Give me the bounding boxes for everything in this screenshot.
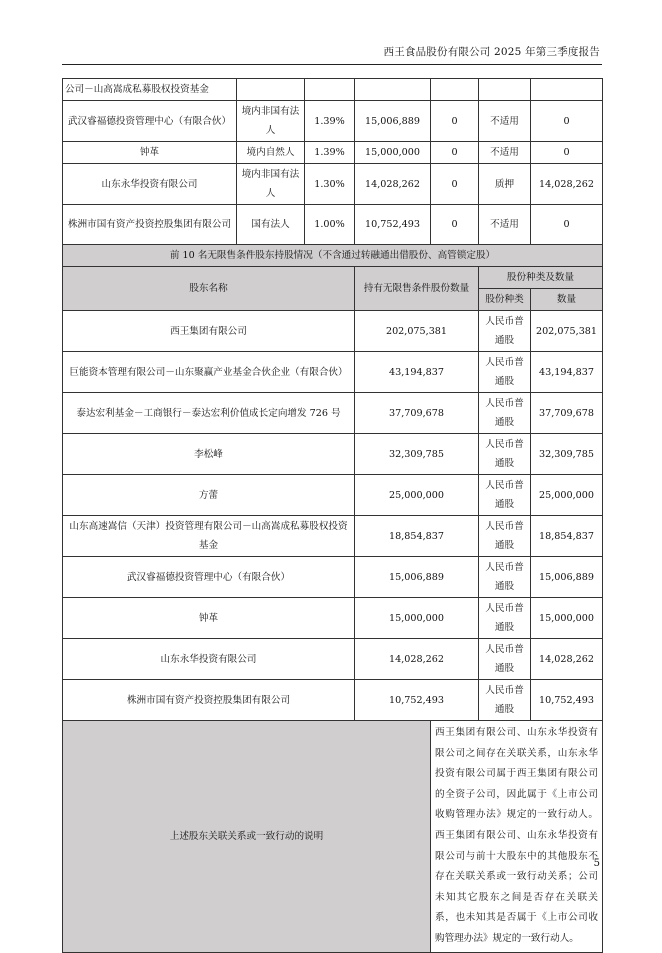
section-title: 前 10 名无限售条件股东持股情况（不含通过转融通出借股份、高管锁定股） <box>63 245 603 267</box>
pledge-qty: 0 <box>531 101 603 142</box>
unrestricted-row <box>63 557 603 598</box>
relation-row <box>63 721 603 953</box>
top10-row <box>63 164 603 205</box>
holder-shares: 14,028,262 <box>355 164 431 205</box>
holder-name: 李松峰 <box>63 434 355 475</box>
share-count: 202,075,381 <box>531 311 603 352</box>
pledge-status: 不适用 <box>479 205 531 245</box>
holder-name: 株洲市国有资产投资控股集团有限公司 <box>63 205 237 245</box>
relation-label: 上述股东关联关系或一致行动的说明 <box>63 721 431 953</box>
holder-restricted: 0 <box>431 164 479 205</box>
share-type: 人民币普通股 <box>479 639 531 680</box>
share-count: 15,000,000 <box>531 598 603 639</box>
share-type: 人民币普通股 <box>479 680 531 721</box>
holder-name: 武汉睿福德投资管理中心（有限合伙） <box>63 101 237 142</box>
section-title-row <box>63 245 603 267</box>
top10-row <box>63 79 603 101</box>
top10-row <box>63 142 603 164</box>
holder-qty: 15,000,000 <box>355 598 479 639</box>
holder-ratio: 1.30% <box>305 164 355 205</box>
share-count: 25,000,000 <box>531 475 603 516</box>
shareholder-table <box>62 78 603 953</box>
col-header-name: 股东名称 <box>63 267 355 311</box>
holder-restricted: 0 <box>431 101 479 142</box>
holder-restricted: 0 <box>431 142 479 164</box>
unrestricted-row <box>63 639 603 680</box>
holder-ratio: 1.39% <box>305 142 355 164</box>
relation-text: 西王集团有限公司、山东永华投资有限公司之间存在关联关系，山东永华投资有限公司属于西王集团有限公司的全资子公司，因此属于《上市公司收购管理办法》规定的一致行动人。西王集团有限公司、山东永华投资有限公司与前十大股东中的其他股东不存在关联关系或一致行动关系；公司未知其它股东之间是否存在关联关系，也未知其是否属于《上市公司收购管理办法》规定的一致行动人。 <box>431 721 603 953</box>
share-type: 人民币普通股 <box>479 598 531 639</box>
col-header-type: 股份种类 <box>479 289 531 311</box>
holder-nature: 国有法人 <box>237 205 305 245</box>
holder-qty: 202,075,381 <box>355 311 479 352</box>
holder-name: 山东永华投资有限公司 <box>63 639 355 680</box>
share-type: 人民币普通股 <box>479 393 531 434</box>
share-count: 32,309,785 <box>531 434 603 475</box>
holder-shares: 15,000,000 <box>355 142 431 164</box>
holder-ratio: 1.00% <box>305 205 355 245</box>
page-header: 西王食品股份有限公司 2025 年第三季度报告 <box>383 46 600 58</box>
share-type: 人民币普通股 <box>479 557 531 598</box>
unrestricted-row <box>63 598 603 639</box>
share-count: 10,752,493 <box>531 680 603 721</box>
unrestricted-row <box>63 516 603 557</box>
unrestricted-row <box>63 680 603 721</box>
share-type: 人民币普通股 <box>479 311 531 352</box>
holder-ratio: 1.39% <box>305 101 355 142</box>
holder-shares: 10,752,493 <box>355 205 431 245</box>
share-count: 18,854,837 <box>531 516 603 557</box>
holder-name: 方蕾 <box>63 475 355 516</box>
page-number: 5 <box>593 858 600 869</box>
header-rule <box>62 64 602 65</box>
holder-qty: 10,752,493 <box>355 680 479 721</box>
share-type: 人民币普通股 <box>479 352 531 393</box>
holder-qty: 32,309,785 <box>355 434 479 475</box>
share-count: 14,028,262 <box>531 639 603 680</box>
holder-qty: 14,028,262 <box>355 639 479 680</box>
pledge-qty: 0 <box>531 205 603 245</box>
holder-restricted: 0 <box>431 205 479 245</box>
pledge-qty: 14,028,262 <box>531 164 603 205</box>
top10-row <box>63 205 603 245</box>
share-type: 人民币普通股 <box>479 434 531 475</box>
holder-qty: 15,006,889 <box>355 557 479 598</box>
holder-shares: 15,006,889 <box>355 101 431 142</box>
share-count: 15,006,889 <box>531 557 603 598</box>
holder-name: 钟革 <box>63 142 237 164</box>
share-count: 37,709,678 <box>531 393 603 434</box>
holder-name: 巨能资本管理有限公司－山东聚赢产业基金合伙企业（有限合伙） <box>63 352 355 393</box>
holder-qty: 43,194,837 <box>355 352 479 393</box>
holder-qty: 37,709,678 <box>355 393 479 434</box>
holder-name: 泰达宏利基金－工商银行－泰达宏利价值成长定向增发 726 号 <box>63 393 355 434</box>
holder-name: 公司－山高嵩成私募股权投资基金 <box>63 79 237 101</box>
holder-nature: 境内非国有法人 <box>237 164 305 205</box>
holder-qty: 18,854,837 <box>355 516 479 557</box>
unrestricted-row <box>63 434 603 475</box>
col-header-type-group: 股份种类及数量 <box>479 267 603 289</box>
holder-name: 山东永华投资有限公司 <box>63 164 237 205</box>
share-type: 人民币普通股 <box>479 516 531 557</box>
holder-name: 钟革 <box>63 598 355 639</box>
pledge-status: 质押 <box>479 164 531 205</box>
holder-name: 山东高速嵩信（天津）投资管理有限公司－山高嵩成私募股权投资基金 <box>63 516 355 557</box>
col-header-count: 数量 <box>531 289 603 311</box>
unrestricted-row <box>63 393 603 434</box>
holder-name: 西王集团有限公司 <box>63 311 355 352</box>
col-header-qty: 持有无限售条件股份数量 <box>355 267 479 311</box>
unrestricted-row <box>63 311 603 352</box>
holder-name: 武汉睿福德投资管理中心（有限合伙） <box>63 557 355 598</box>
pledge-qty: 0 <box>531 142 603 164</box>
holder-name: 株洲市国有资产投资控股集团有限公司 <box>63 680 355 721</box>
holder-nature: 境内非国有法人 <box>237 101 305 142</box>
pledge-status: 不适用 <box>479 101 531 142</box>
unrestricted-row <box>63 352 603 393</box>
share-type: 人民币普通股 <box>479 475 531 516</box>
column-header-row <box>63 267 603 289</box>
share-count: 43,194,837 <box>531 352 603 393</box>
holder-nature: 境内自然人 <box>237 142 305 164</box>
top10-row <box>63 101 603 142</box>
holder-qty: 25,000,000 <box>355 475 479 516</box>
unrestricted-row <box>63 475 603 516</box>
pledge-status: 不适用 <box>479 142 531 164</box>
